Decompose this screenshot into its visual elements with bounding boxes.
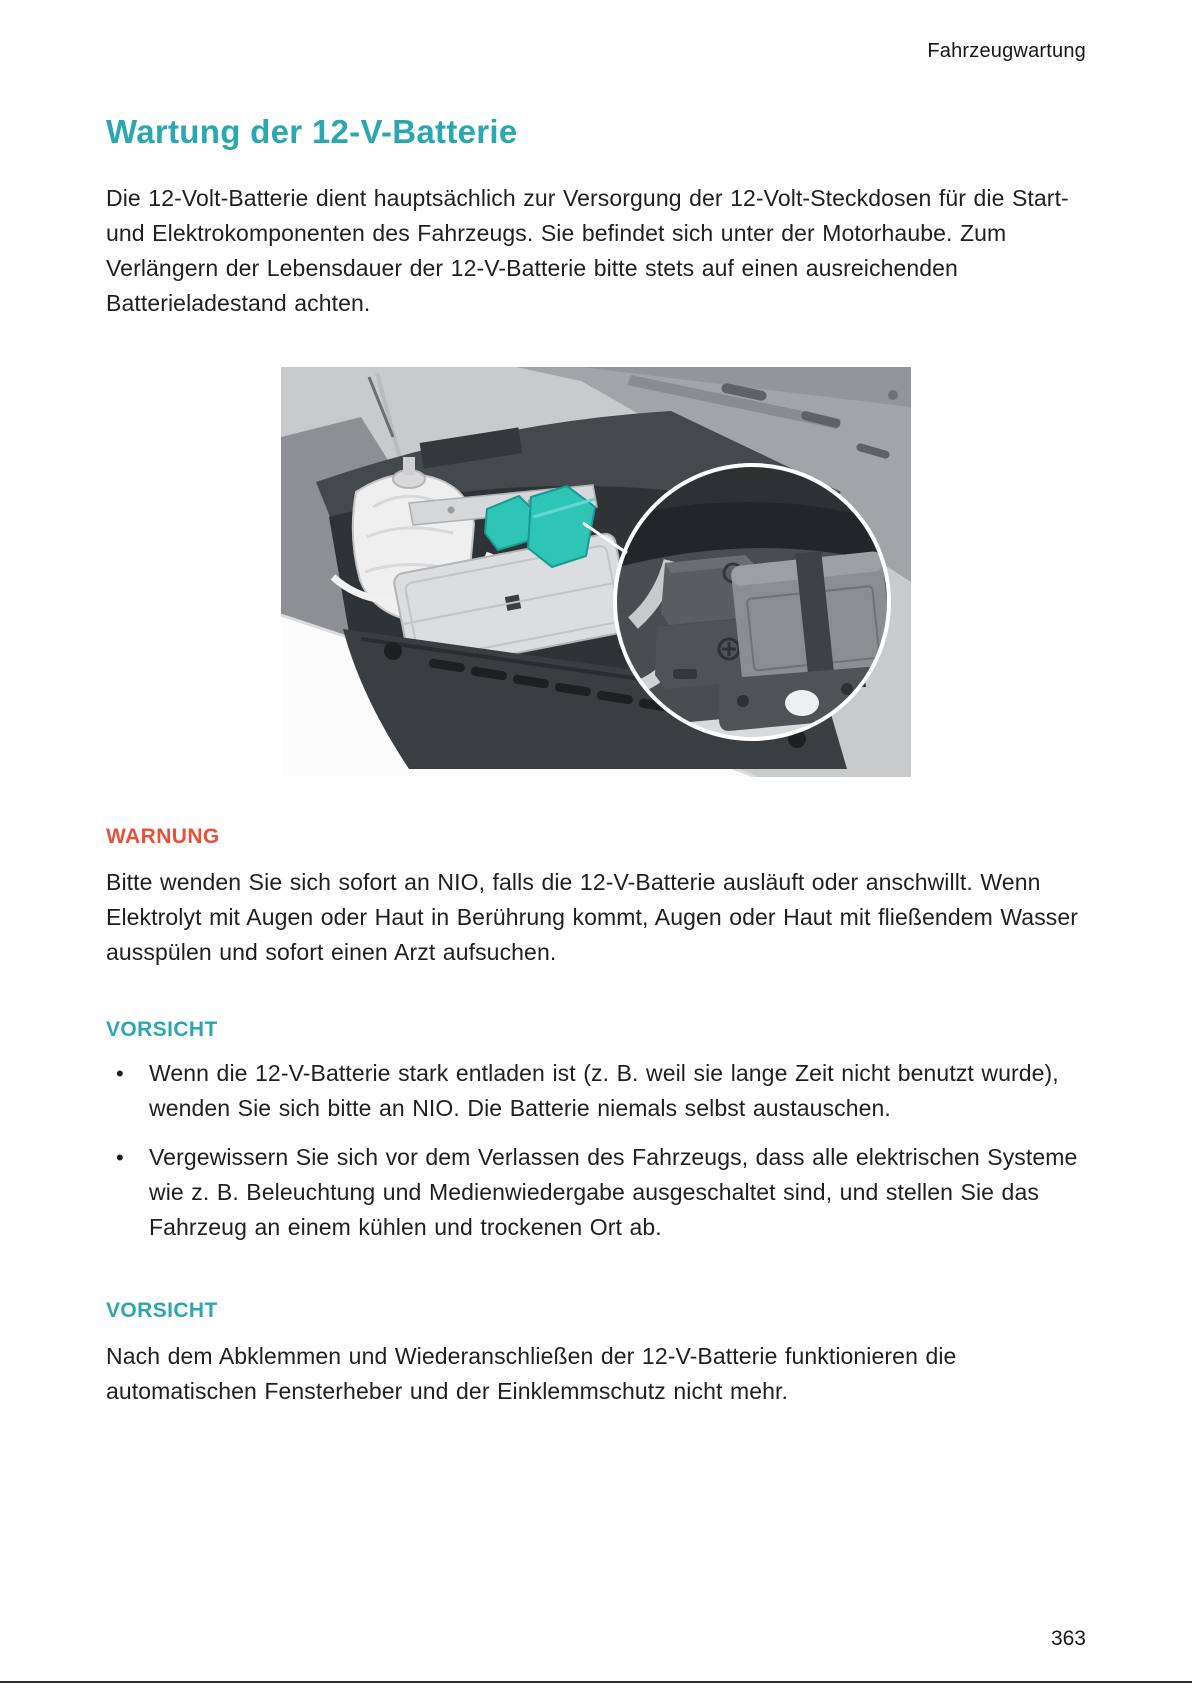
caution-heading-2: VORSICHT [106,1299,218,1322]
caution-list-item: • Wenn die 12-V-Batterie stark entladen ist (z. B. weil sie lange Zeit nicht benutzt wurde), wenden Sie sich bitte an NIO. Die Batterie niemals selbst austauschen. [106,1056,1086,1126]
engine-bay-figure [281,367,911,777]
caution-heading-1: VORSICHT [106,1018,218,1041]
warning-heading: WARNUNG [106,825,220,848]
running-header: Fahrzeugwartung [927,40,1086,62]
caution-list [106,1056,1086,1245]
caution-list-item: • Vergewissern Sie sich vor dem Verlassen des Fahrzeugs, dass alle elektrischen Systeme wie z. B. Beleuchtung und Medienwiedergabe ausgeschaltet sind, und stellen Sie das Fahrzeug an einem kühlen und trockenen Ort ab. [106,1140,1086,1245]
page-title: Wartung der 12-V-Batterie [106,113,518,150]
engine-bay-illustration [281,367,911,777]
page-bottom-edge [0,1681,1192,1683]
warning-paragraph: Bitte wenden Sie sich sofort an NIO, falls die 12-V-Batterie ausläuft oder anschwillt. Wenn Elektrolyt mit Augen oder Haut in Berührung kommt, Augen oder Haut mit fließendem Wasser ausspülen und sofort einen Arzt aufsuchen. [106,869,1079,965]
intro-paragraph: Die 12-Volt-Batterie dient hauptsächlich zur Versorgung der 12-Volt-Steckdosen für die Start- und Elektrokomponenten des Fahrzeugs. Sie befindet sich unter der Motorhaube. Zum Verlängern der Lebensdauer der 12-V-Batterie bitte stets auf einen ausreichenden Batterieladestand achten. [106,185,1069,316]
caution-paragraph-2: Nach dem Abklemmen und Wiederanschließen der 12-V-Batterie funktionieren die automatischen Fensterheber und der Einklemmschutz nicht mehr. [106,1343,957,1404]
page-number: 363 [1050,1627,1086,1650]
